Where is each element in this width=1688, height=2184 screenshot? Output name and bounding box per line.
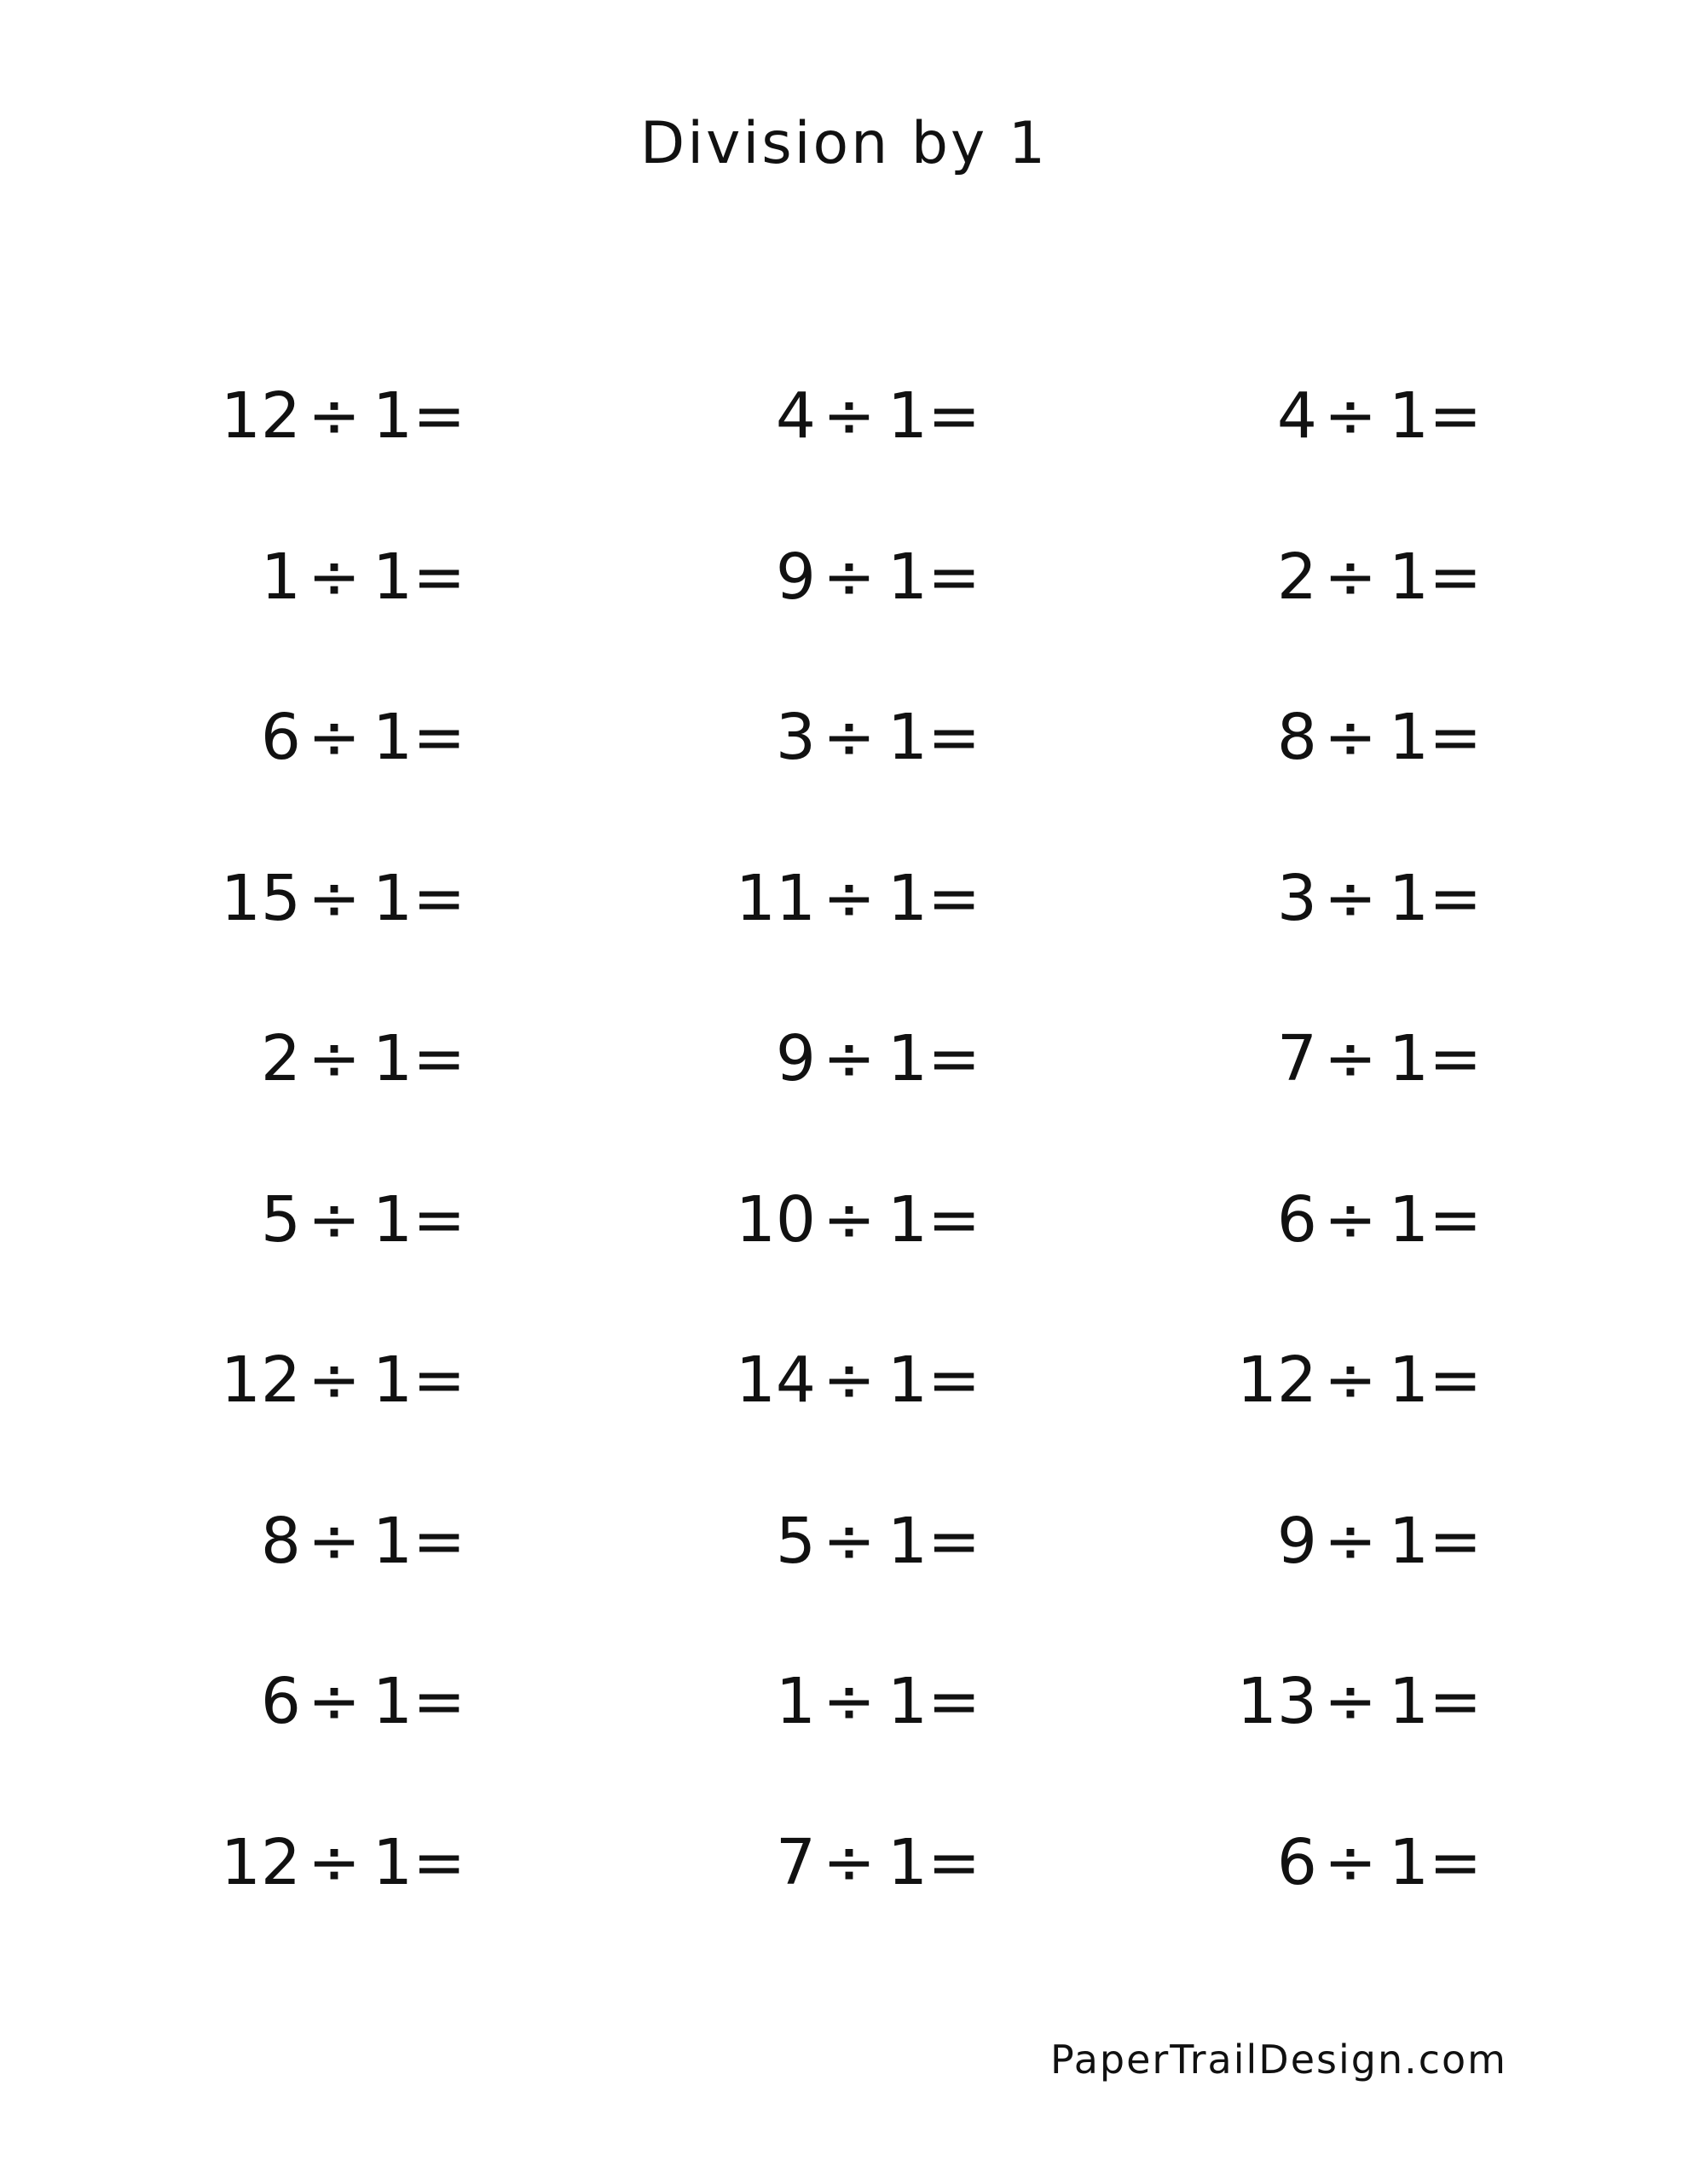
divisor: 1 bbox=[887, 1022, 928, 1095]
page-title: Division by 1 bbox=[639, 110, 1049, 177]
divisor: 1 bbox=[887, 540, 928, 614]
divide-sign: ÷ bbox=[823, 701, 876, 774]
divide-sign: ÷ bbox=[1324, 1183, 1378, 1257]
divide-sign: ÷ bbox=[308, 701, 361, 774]
division-problem bbox=[735, 1182, 981, 1258]
divide-sign: ÷ bbox=[823, 862, 876, 935]
operator-group bbox=[1324, 860, 1482, 937]
dividend: 9 bbox=[775, 540, 816, 614]
operator-group bbox=[308, 1020, 465, 1097]
operator-group bbox=[823, 539, 980, 615]
divide-sign: ÷ bbox=[823, 1343, 876, 1417]
division-problem bbox=[220, 1663, 466, 1740]
division-problem bbox=[1236, 860, 1483, 937]
divide-sign: ÷ bbox=[1324, 1826, 1378, 1899]
divide-sign: ÷ bbox=[823, 379, 876, 453]
divide-sign: ÷ bbox=[308, 1343, 361, 1417]
division-problem bbox=[220, 1503, 466, 1580]
equals-sign: = bbox=[1429, 1665, 1483, 1738]
divide-sign: ÷ bbox=[308, 1505, 361, 1578]
division-problem bbox=[735, 1020, 981, 1097]
divide-sign: ÷ bbox=[823, 1665, 876, 1738]
divisor: 1 bbox=[887, 379, 928, 453]
division-problem bbox=[1236, 1342, 1483, 1418]
division-problem bbox=[1236, 1824, 1483, 1901]
equals-sign: = bbox=[413, 701, 466, 774]
divisor: 1 bbox=[1389, 1022, 1430, 1095]
dividend: 12 bbox=[220, 379, 301, 453]
equals-sign: = bbox=[928, 1505, 981, 1578]
divisor: 1 bbox=[373, 1505, 413, 1578]
dividend: 5 bbox=[260, 1183, 301, 1257]
divisor: 1 bbox=[1389, 540, 1430, 614]
division-problem bbox=[735, 539, 981, 615]
operator-group bbox=[823, 378, 980, 454]
equals-sign: = bbox=[413, 1343, 466, 1417]
dividend: 3 bbox=[1276, 862, 1317, 935]
divide-sign: ÷ bbox=[308, 1826, 361, 1899]
operator-group bbox=[308, 378, 465, 454]
divisor: 1 bbox=[373, 1183, 413, 1257]
equals-sign: = bbox=[928, 862, 981, 935]
equals-sign: = bbox=[413, 379, 466, 453]
dividend: 12 bbox=[220, 1343, 301, 1417]
division-problem bbox=[220, 1182, 466, 1258]
equals-sign: = bbox=[928, 1665, 981, 1738]
equals-sign: = bbox=[928, 1022, 981, 1095]
division-problem bbox=[220, 699, 466, 776]
dividend: 10 bbox=[735, 1183, 816, 1257]
division-problem bbox=[735, 378, 981, 454]
divisor: 1 bbox=[887, 1665, 928, 1738]
dividend: 6 bbox=[260, 701, 301, 774]
division-problem bbox=[220, 860, 466, 937]
operator-group bbox=[1324, 1824, 1482, 1901]
dividend: 13 bbox=[1236, 1665, 1317, 1738]
equals-sign: = bbox=[1429, 379, 1483, 453]
division-problem bbox=[735, 1824, 981, 1901]
divisor: 1 bbox=[373, 1343, 413, 1417]
dividend: 11 bbox=[735, 862, 816, 935]
divide-sign: ÷ bbox=[1324, 1343, 1378, 1417]
divide-sign: ÷ bbox=[1324, 379, 1378, 453]
operator-group bbox=[1324, 1020, 1482, 1097]
divisor: 1 bbox=[373, 540, 413, 614]
division-problem bbox=[220, 1020, 466, 1097]
divide-sign: ÷ bbox=[823, 1505, 876, 1578]
dividend: 2 bbox=[1276, 540, 1317, 614]
division-problem bbox=[220, 378, 466, 454]
division-problem bbox=[735, 699, 981, 776]
equals-sign: = bbox=[413, 1665, 466, 1738]
dividend: 4 bbox=[775, 379, 816, 453]
equals-sign: = bbox=[413, 540, 466, 614]
divide-sign: ÷ bbox=[1324, 1022, 1378, 1095]
operator-group bbox=[1324, 699, 1482, 776]
equals-sign: = bbox=[1429, 1183, 1483, 1257]
operator-group bbox=[823, 1342, 980, 1418]
divide-sign: ÷ bbox=[308, 540, 361, 614]
divide-sign: ÷ bbox=[1324, 1505, 1378, 1578]
operator-group bbox=[823, 699, 980, 776]
divide-sign: ÷ bbox=[1324, 862, 1378, 935]
operator-group bbox=[1324, 1503, 1482, 1580]
dividend: 7 bbox=[775, 1826, 816, 1899]
divide-sign: ÷ bbox=[308, 862, 361, 935]
divisor: 1 bbox=[373, 379, 413, 453]
divisor: 1 bbox=[1389, 1665, 1430, 1738]
divisor: 1 bbox=[887, 1343, 928, 1417]
divide-sign: ÷ bbox=[308, 1183, 361, 1257]
operator-group bbox=[823, 1182, 980, 1258]
equals-sign: = bbox=[928, 1826, 981, 1899]
operator-group bbox=[308, 1663, 465, 1740]
operator-group bbox=[1324, 1182, 1482, 1258]
equals-sign: = bbox=[928, 701, 981, 774]
dividend: 8 bbox=[1276, 701, 1317, 774]
divide-sign: ÷ bbox=[1324, 540, 1378, 614]
dividend: 2 bbox=[260, 1022, 301, 1095]
dividend: 9 bbox=[1276, 1505, 1317, 1578]
divisor: 1 bbox=[1389, 1343, 1430, 1417]
division-problem bbox=[1236, 699, 1483, 776]
divide-sign: ÷ bbox=[308, 379, 361, 453]
divisor: 1 bbox=[373, 1826, 413, 1899]
divisor: 1 bbox=[887, 862, 928, 935]
divisor: 1 bbox=[1389, 379, 1430, 453]
division-problem bbox=[1236, 539, 1483, 615]
division-problem bbox=[735, 860, 981, 937]
dividend: 6 bbox=[260, 1665, 301, 1738]
divisor: 1 bbox=[887, 1183, 928, 1257]
equals-sign: = bbox=[413, 1183, 466, 1257]
division-problem bbox=[1236, 1182, 1483, 1258]
dividend: 1 bbox=[260, 540, 301, 614]
operator-group bbox=[308, 1503, 465, 1580]
divide-sign: ÷ bbox=[1324, 1665, 1378, 1738]
division-problem bbox=[1236, 1663, 1483, 1740]
dividend: 6 bbox=[1276, 1826, 1317, 1899]
operator-group bbox=[308, 1342, 465, 1418]
operator-group bbox=[823, 1020, 980, 1097]
divide-sign: ÷ bbox=[308, 1022, 361, 1095]
divide-sign: ÷ bbox=[823, 1183, 876, 1257]
dividend: 8 bbox=[260, 1505, 301, 1578]
operator-group bbox=[823, 1824, 980, 1901]
divide-sign: ÷ bbox=[823, 1022, 876, 1095]
equals-sign: = bbox=[1429, 1022, 1483, 1095]
divisor: 1 bbox=[887, 1505, 928, 1578]
equals-sign: = bbox=[1429, 540, 1483, 614]
equals-sign: = bbox=[928, 1343, 981, 1417]
dividend: 15 bbox=[220, 862, 301, 935]
dividend: 6 bbox=[1276, 1183, 1317, 1257]
divisor: 1 bbox=[1389, 701, 1430, 774]
division-problem bbox=[1236, 1503, 1483, 1580]
divisor: 1 bbox=[373, 1665, 413, 1738]
dividend: 1 bbox=[775, 1665, 816, 1738]
dividend: 14 bbox=[735, 1343, 816, 1417]
divisor: 1 bbox=[373, 701, 413, 774]
equals-sign: = bbox=[413, 1505, 466, 1578]
operator-group bbox=[823, 1503, 980, 1580]
equals-sign: = bbox=[413, 1022, 466, 1095]
dividend: 7 bbox=[1276, 1022, 1317, 1095]
dividend: 3 bbox=[775, 701, 816, 774]
divide-sign: ÷ bbox=[823, 540, 876, 614]
division-problem bbox=[220, 1824, 466, 1901]
divisor: 1 bbox=[373, 1022, 413, 1095]
division-problem bbox=[220, 1342, 466, 1418]
operator-group bbox=[308, 860, 465, 937]
operator-group bbox=[1324, 1342, 1482, 1418]
divisor: 1 bbox=[1389, 1826, 1430, 1899]
divisor: 1 bbox=[887, 701, 928, 774]
footer-credit: PaperTrailDesign.com bbox=[1050, 2037, 1507, 2083]
division-problem bbox=[735, 1503, 981, 1580]
equals-sign: = bbox=[1429, 1343, 1483, 1417]
operator-group bbox=[308, 699, 465, 776]
equals-sign: = bbox=[413, 862, 466, 935]
equals-sign: = bbox=[928, 1183, 981, 1257]
operator-group bbox=[308, 1182, 465, 1258]
equals-sign: = bbox=[928, 379, 981, 453]
operator-group bbox=[1324, 378, 1482, 454]
operator-group bbox=[1324, 539, 1482, 615]
divide-sign: ÷ bbox=[308, 1665, 361, 1738]
equals-sign: = bbox=[928, 540, 981, 614]
operator-group bbox=[823, 1663, 980, 1740]
division-problem bbox=[735, 1663, 981, 1740]
operator-group bbox=[308, 539, 465, 615]
equals-sign: = bbox=[1429, 1826, 1483, 1899]
divisor: 1 bbox=[887, 1826, 928, 1899]
equals-sign: = bbox=[1429, 701, 1483, 774]
division-problem bbox=[1236, 1020, 1483, 1097]
dividend: 12 bbox=[1236, 1343, 1317, 1417]
divisor: 1 bbox=[1389, 1183, 1430, 1257]
division-problem bbox=[220, 539, 466, 615]
equals-sign: = bbox=[1429, 862, 1483, 935]
operator-group bbox=[1324, 1663, 1482, 1740]
divide-sign: ÷ bbox=[1324, 701, 1378, 774]
equals-sign: = bbox=[413, 1826, 466, 1899]
dividend: 9 bbox=[775, 1022, 816, 1095]
divisor: 1 bbox=[373, 862, 413, 935]
operator-group bbox=[308, 1824, 465, 1901]
equals-sign: = bbox=[1429, 1505, 1483, 1578]
division-problem bbox=[1236, 378, 1483, 454]
divisor: 1 bbox=[1389, 1505, 1430, 1578]
division-problem bbox=[735, 1342, 981, 1418]
operator-group bbox=[823, 860, 980, 937]
dividend: 5 bbox=[775, 1505, 816, 1578]
dividend: 4 bbox=[1276, 379, 1317, 453]
divisor: 1 bbox=[1389, 862, 1430, 935]
dividend: 12 bbox=[220, 1826, 301, 1899]
divide-sign: ÷ bbox=[823, 1826, 876, 1899]
